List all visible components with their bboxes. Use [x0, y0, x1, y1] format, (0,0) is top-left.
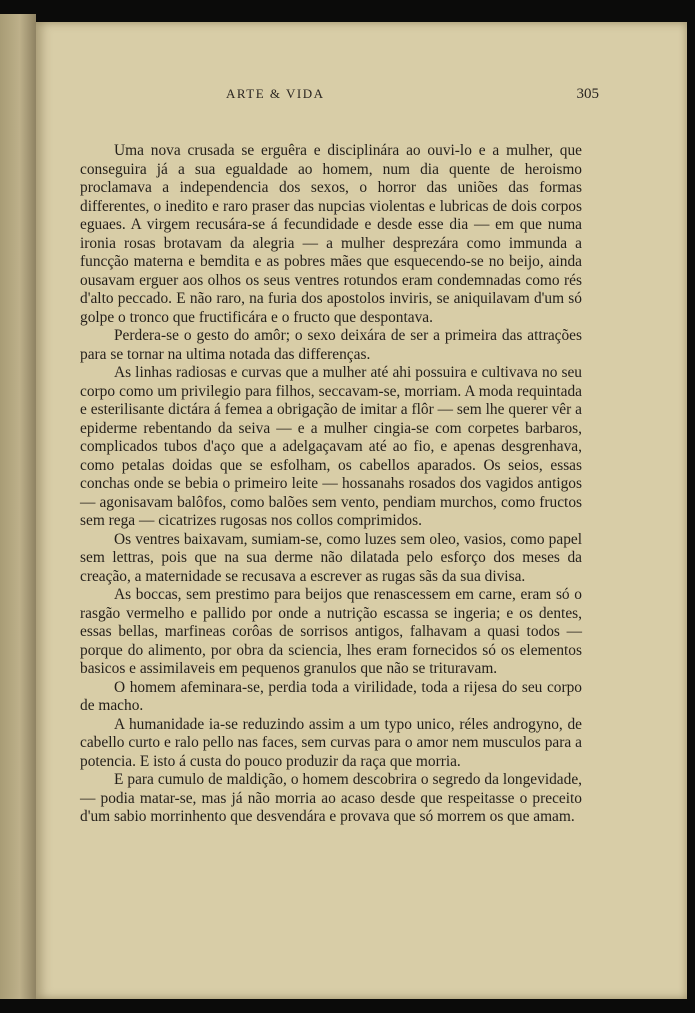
body-text	[80, 142, 582, 827]
paragraph: O homem afeminara-se, perdia toda a virilidade, toda a rijesa do seu corpo de macho.	[80, 678, 582, 714]
paragraph: Uma nova crusada se erguêra e disciplinára ao ouvi-lo e a mulher, que conseguira já a sua egualdade ao homem, num dia quente de heroismo proclamava a independencia dos sexos, o horror das uniões das formas differentes, o inedito e raro praser das nupcias violentas e lubricas de dois corpos eguaes. A virgem recusára-se á fecundidade e desde esse dia — em que numa ironia rosas brotavam da alegria — a mulher desprezára como immunda a funcção materna e bemdita e as pobres mães que esquecendo-se no beijo, ainda ousavam erguer aos olhos os seus ventres rotundos eram condemnadas como rés d'alto peccado. E não raro, na furia dos apostolos inviris, se aniquilavam d'um só golpe o tronco que fructificára e o fructo que despontava.	[80, 142, 582, 326]
adjacent-page-edge	[0, 14, 36, 999]
paragraph: Perdera-se o gesto do amôr; o sexo deixára de ser a primeira das attrações para se tornar na ultima notada das differenças.	[80, 327, 582, 363]
paragraph: Os ventres baixavam, sumiam-se, como luzes sem oleo, vasios, como papel sem lettras, pois que na sua derme não dilatada pelo esforço dos meses da creação, a maternidade se recusava a escrever as rugas sãs da sua divisa.	[80, 530, 582, 585]
running-title: ARTE & VIDA	[226, 86, 325, 101]
paragraph: A humanidade ia-se reduzindo assim a um typo unico, réles androgyno, de cabello curto e ralo pello nas faces, sem curvas para o amor nem musculos para a potencia. E isto á custa do pouco produzir da raça que morria.	[80, 715, 582, 770]
paragraph: As boccas, sem prestimo para beijos que renascessem em carne, eram só o rasgão vermelho e pallido por onde a nutrição escassa se ingeria; e os dentes, essas bellas, marfineas corôas de sorrisos antigos, falhavam a quasi todos — porque do alimento, por obra da sciencia, lhes eram fornecidos só os elementos basicos e assimilaveis em pequenos granulos que não se trituravam.	[80, 586, 582, 677]
book-page	[36, 22, 687, 999]
paragraph: As linhas radiosas e curvas que a mulher até ahi possuira e cultivava no seu corpo como um privilegio para filhos, seccavam-se, morriam. A moda requintada e esterilisante dictára á femea a obrigação de imitar a flôr — sem lhe querer vêr a epiderme rebentando da seiva — e a mulher cingia-se com corpetes barbaros, complicados tubos d'aço que a adelgaçavam até ao fio, e apenas desgrenhava, como petalas doidas que se esfolham, os cabellos aparados. Os seios, essas conchas onde se bebia o primeiro leite — hossanahs rosados dos vagidos antigos — agonisavam balôfos, como balões sem vento, pendiam murchos, como fructos sem rega — cicatrizes rugosas nos collos comprimidos.	[80, 364, 582, 529]
paragraph: E para cumulo de maldição, o homem descobrira o segredo da longevidade, — podia matar-se, mas já não morria ao acaso desde que respeitasse o preceito d'um sabio morrinhento que desvendára e provava que só morrem os que amam.	[80, 771, 582, 825]
running-header	[36, 86, 687, 108]
page-number: 305	[576, 86, 599, 102]
